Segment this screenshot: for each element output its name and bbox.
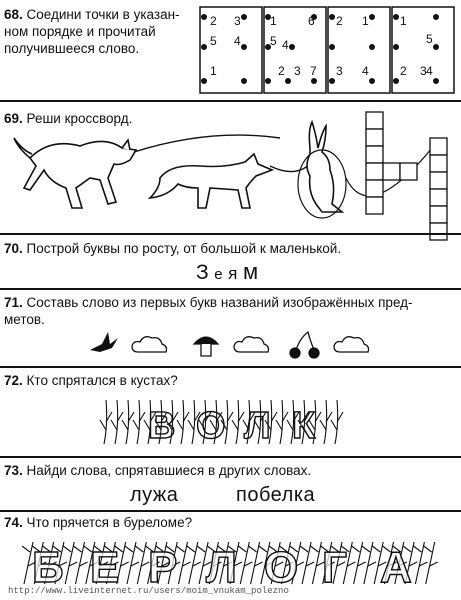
dot — [369, 78, 375, 84]
exercise-72 — [4, 372, 178, 389]
cherry-icon — [290, 332, 319, 358]
dot-number: 4 — [234, 34, 241, 48]
dot — [241, 14, 247, 20]
divider — [0, 233, 461, 235]
dot — [369, 14, 375, 20]
dot — [311, 78, 317, 84]
branch — [122, 400, 134, 444]
hidden-letter: Е — [90, 543, 120, 592]
branch — [331, 400, 343, 444]
dot-number: 1 — [270, 14, 277, 28]
letter: я — [228, 264, 238, 283]
dot — [289, 44, 295, 50]
cloud-icon — [234, 337, 269, 352]
crossword-cell — [366, 163, 383, 180]
hidden-letter: Б — [32, 543, 64, 592]
instruction-line: метов. — [4, 312, 45, 327]
dot-number: 2 — [336, 14, 343, 28]
exercise-73 — [4, 462, 311, 479]
exercise-number: 74. — [4, 515, 23, 530]
instruction-text: Найди слова, спрятавшиеся в других словах. — [26, 463, 312, 478]
cloud-icon — [334, 337, 369, 352]
letter: е — [214, 266, 223, 283]
divider — [0, 100, 461, 102]
dot-grid — [392, 7, 454, 93]
dot-number: 3 — [234, 14, 241, 28]
hare-picture — [307, 122, 342, 212]
instruction-line: получившееся слово. — [4, 41, 140, 56]
hidden-letter: Г — [322, 543, 347, 592]
dot — [201, 14, 207, 20]
dot — [433, 78, 439, 84]
crossword-cell — [430, 206, 447, 223]
dot — [329, 44, 335, 50]
word-luzha: лужа — [130, 484, 179, 506]
dot — [329, 14, 335, 20]
exercise-number: 69. — [4, 111, 23, 126]
dot-number: 5 — [270, 34, 277, 48]
branch — [320, 400, 332, 444]
dot-number: 3 — [294, 64, 301, 78]
instruction-line: Соедини точки в указан- — [26, 7, 180, 22]
hidden-letter: К — [292, 405, 316, 447]
dot — [433, 14, 439, 20]
dot — [369, 44, 375, 50]
branch — [232, 400, 244, 444]
hidden-letter: В — [148, 405, 176, 447]
dot-number: 3 — [336, 64, 343, 78]
watermark: http://www.liveinternet.ru/users/moim_vnukam_polezno — [8, 586, 289, 596]
dot-number: 3 — [420, 64, 427, 78]
dot-number: 6 — [308, 14, 315, 28]
instruction-text: Что прячется в буреломе? — [26, 515, 193, 530]
fox-picture — [150, 154, 272, 208]
dot-number: 1 — [400, 14, 407, 28]
exercise-number: 72. — [4, 373, 23, 388]
letter: З — [196, 261, 209, 284]
crossword-cell — [366, 197, 383, 214]
branch — [133, 400, 145, 444]
dot-grid — [264, 7, 326, 93]
instruction-text: Кто спрятался в кустах? — [26, 373, 178, 388]
crossword-illustration — [10, 108, 455, 228]
instruction-text: Построй буквы по росту, от большой к маленькой. — [26, 241, 342, 256]
dot — [433, 44, 439, 50]
letter: м — [242, 259, 259, 284]
dot — [393, 14, 399, 20]
dot-number: 2 — [278, 64, 285, 78]
dot-grid — [200, 7, 262, 93]
dot — [201, 78, 207, 84]
crossword-cell — [430, 138, 447, 155]
exercise-70 — [4, 240, 341, 257]
mushroom-icon — [194, 337, 218, 356]
hidden-letter: Л — [244, 405, 271, 447]
crossword-cell — [430, 189, 447, 206]
divider — [0, 456, 461, 458]
dot — [241, 44, 247, 50]
dot-grid-puzzle — [200, 7, 458, 95]
dot — [393, 44, 399, 50]
crossword-cell — [366, 180, 383, 197]
word-pobelka: побелка — [236, 484, 316, 506]
divider — [0, 288, 461, 290]
bushes-picture — [100, 394, 350, 450]
dot — [285, 78, 291, 84]
exercise-number: 73. — [4, 463, 23, 478]
dot — [329, 78, 335, 84]
crossword-cell — [430, 172, 447, 189]
crossword-cell — [366, 146, 383, 163]
dot — [241, 78, 247, 84]
dot-number: 7 — [310, 64, 317, 78]
dot-number: 5 — [426, 32, 433, 46]
dot-number: 2 — [400, 64, 407, 78]
branch — [177, 400, 189, 444]
branch — [111, 400, 123, 444]
crossword-cell — [430, 155, 447, 172]
exercise-71 — [4, 294, 413, 328]
dot-number: 4 — [282, 38, 289, 52]
crossword-cell — [366, 112, 383, 129]
picture-row — [88, 330, 378, 360]
dot-number: 4 — [426, 64, 433, 78]
dot — [393, 78, 399, 84]
scrambled-word — [196, 260, 258, 287]
divider — [0, 366, 461, 368]
exercise-74 — [4, 514, 192, 531]
cloud-icon — [132, 337, 167, 352]
instruction-line: ном порядке и прочитай — [4, 24, 156, 39]
dot — [265, 78, 271, 84]
crossword-cell — [400, 163, 417, 180]
divider — [0, 510, 461, 512]
dot-grid — [328, 7, 390, 93]
dot-number: 5 — [210, 34, 217, 48]
crossword-cell — [383, 163, 400, 180]
crossword-cell — [430, 223, 447, 240]
hidden-letter: О — [196, 405, 226, 447]
hidden-letter: Л — [206, 543, 237, 592]
exercise-68 — [4, 6, 204, 57]
hidden-letter: Р — [148, 543, 178, 592]
instruction-text: Реши кроссворд. — [26, 111, 133, 126]
swallow-icon — [90, 332, 118, 352]
branch — [276, 400, 288, 444]
exercise-number: 71. — [4, 295, 23, 310]
dot-number: 1 — [362, 14, 369, 28]
wolf-picture — [14, 138, 136, 208]
branch — [100, 400, 112, 444]
dot-number: 2 — [210, 14, 217, 28]
dot-number: 1 — [210, 64, 217, 78]
exercise-number: 70. — [4, 241, 23, 256]
hidden-letter: А — [380, 543, 412, 592]
exercise-number: 68. — [4, 7, 23, 22]
hidden-letter: О — [264, 543, 299, 592]
instruction-line: Составь слово из первых букв названий изображённых пред- — [26, 295, 413, 310]
dot-number: 4 — [362, 64, 369, 78]
crossword-cell — [366, 129, 383, 146]
dot — [201, 44, 207, 50]
